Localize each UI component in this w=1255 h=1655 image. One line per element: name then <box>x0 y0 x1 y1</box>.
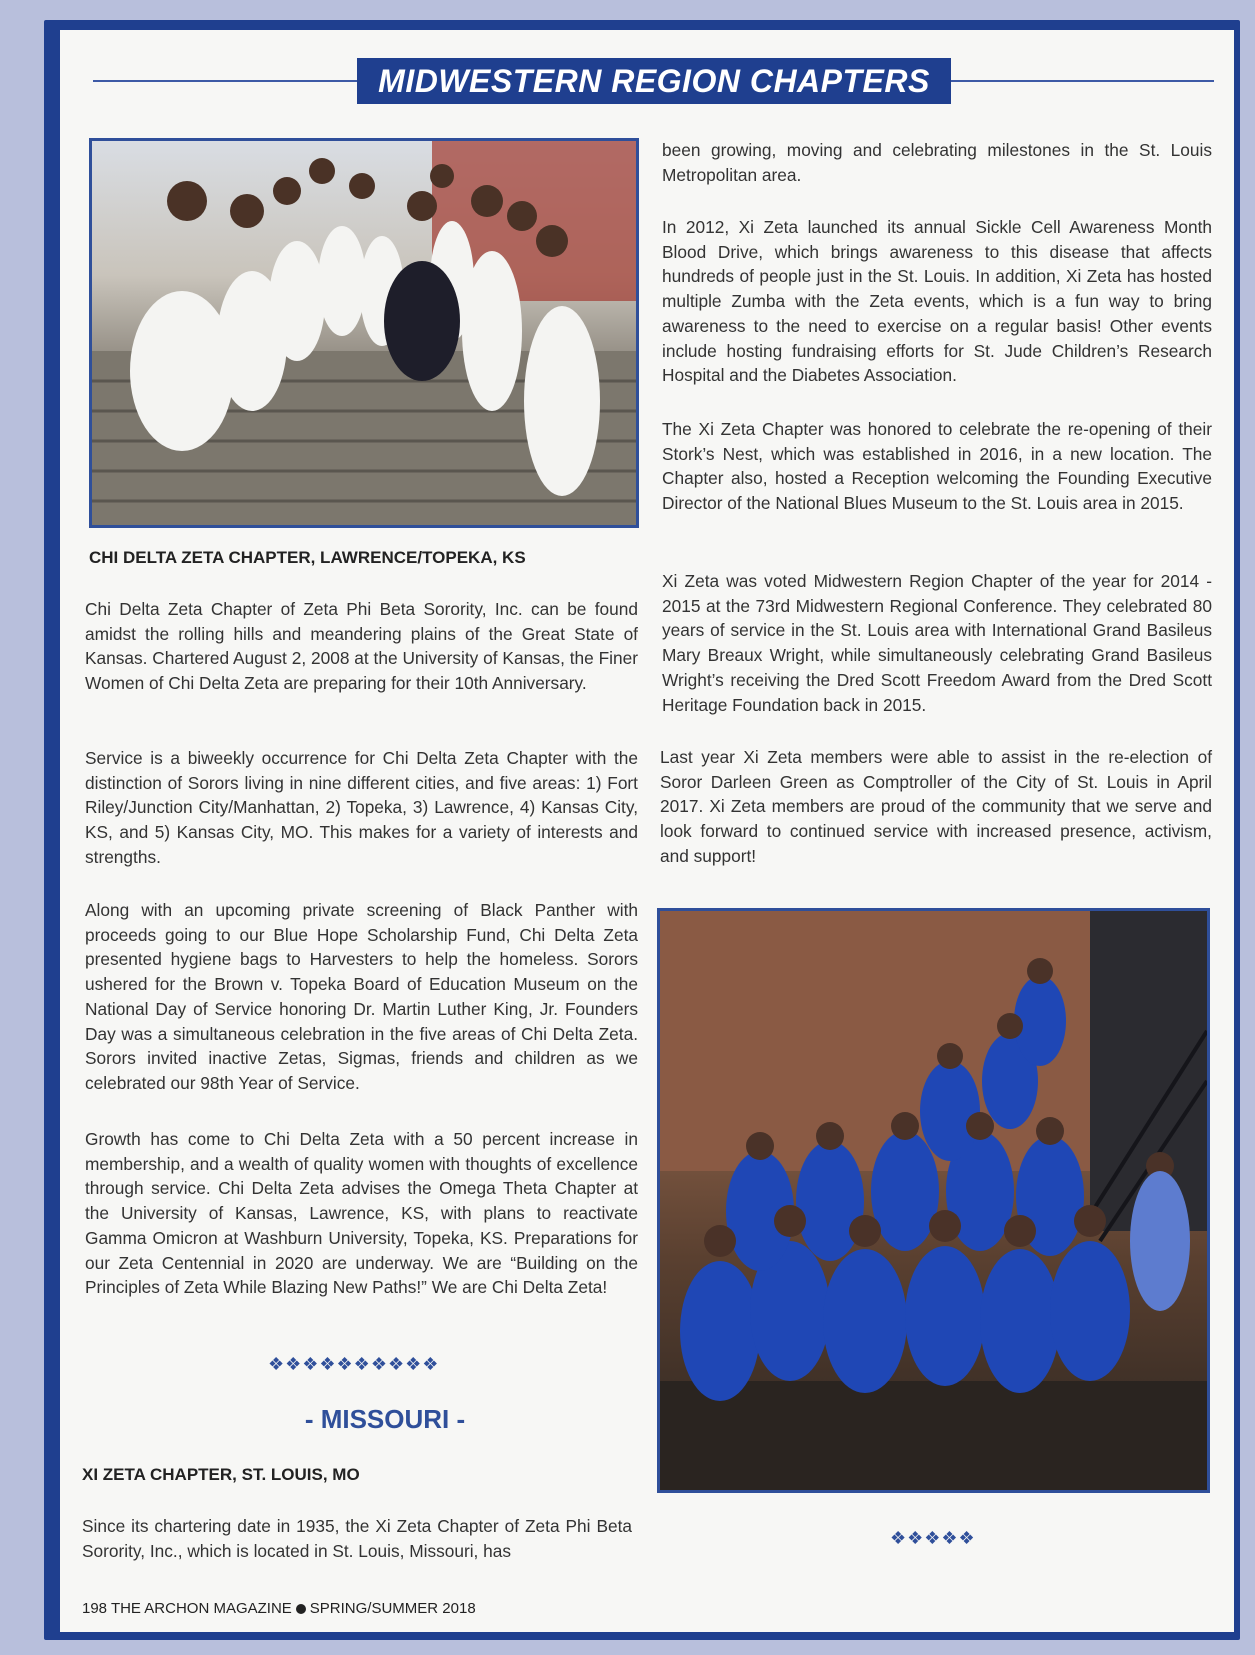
paragraph-xz-intro: Since its chartering date in 1935, the Xi Zeta Chapter of Zeta Phi Beta Sorority, Inc., which is located in St. Louis, Missouri, has <box>82 1516 632 1561</box>
section-heading-missouri: - MISSOURI - <box>304 1404 466 1434</box>
issue-name: SPRING/SUMMER 2018 <box>309 1600 476 1617</box>
paragraph-xz-election: Last year Xi Zeta members were able to assist in the re-election of Soror Darleen Green as Comptroller of the City of St. Louis in April 2017. Xi Zeta members are proud of the community that we serve and look forward to continued service with increased presence, activism, and support! <box>660 747 1212 866</box>
paragraph-cdz-events: Along with an upcoming private screening of Black Panther with proceeds going to our Blue Hope Scholarship Fund, Chi Delta Zeta presented hygiene bags to Harvesters to help the homeless. Sorors ushered for the Brown v. Topeka Board of Education Museum on the National Day of Service honoring Dr. Martin Luther King, Jr. Founders Day was a simultaneous celebration in the five areas of Chi Delta Zeta. Sorors invited inactive Zetas, Sigmas, friends and children as we celebrated our 98th Year of Service. <box>85 900 638 1093</box>
ornament-divider-right: ❖❖❖❖❖ <box>890 1528 976 1548</box>
paragraph-cdz-intro: Chi Delta Zeta Chapter of Zeta Phi Beta Sorority, Inc. can be found amidst the rolling hills and meandering plains of the Great State of Kansas. Chartered August 2, 2008 at the University of Kansas, the Finer Women of Chi Delta Zeta are preparing for their 10th Anniversary. <box>85 599 638 694</box>
paragraph-xz-growing: been growing, moving and celebrating milestones in the St. Louis Metropolitan area. <box>662 140 1212 185</box>
caption-chi-delta-zeta: CHI DELTA ZETA CHAPTER, LAWRENCE/TOPEKA, KS <box>89 548 526 567</box>
paragraph-cdz-growth: Growth has come to Chi Delta Zeta with a 50 percent increase in membership, and a wealth of quality women with thoughts of excellence through service. Chi Delta Zeta advises the Omega Theta Chapter at the University of Kansas, Lawrence, KS, with plans to reactivate Gamma Omicron at Washburn University, Topeka, KS. Preparations for our Zeta Centennial in 2020 are underway. We are “Building on the Principles of Zeta While Blazing New Paths!” We are Chi Delta Zeta! <box>85 1129 638 1298</box>
chapter-photo-chi-delta-zeta <box>89 138 639 528</box>
chapter-photo-xi-zeta <box>657 908 1210 1493</box>
magazine-name: THE ARCHON MAGAZINE <box>110 1600 292 1617</box>
ornament-divider: ❖❖❖❖❖❖❖❖❖❖ <box>268 1354 440 1374</box>
paragraph-xz-storks-nest: The Xi Zeta Chapter was honored to celebrate the re-opening of their Stork’s Nest, which was established in 2016, in a new location. The Chapter also, hosted a Reception welcoming the Founding Executive Director of the National Blues Museum to the St. Louis area in 2015. <box>662 419 1212 514</box>
caption-xi-zeta: XI ZETA CHAPTER, ST. LOUIS, MO <box>82 1465 360 1484</box>
paragraph-cdz-service: Service is a biweekly occurrence for Chi Delta Zeta Chapter with the distinction of Sorors living in nine different cities, and five areas: 1) Fort Riley/Junction City/Manhattan, 2) Topeka, 3) Lawrence, 4) Kansas City, KS, and 5) Kansas City, MO. This makes for a variety of interests and strengths. <box>85 748 638 867</box>
page-title: MIDWESTERN REGION CHAPTERS <box>357 58 951 104</box>
paragraph-xz-award: Xi Zeta was voted Midwestern Region Chapter of the year for 2014 - 2015 at the 73rd Midwestern Regional Conference. They celebrated 80 years of service in the St. Louis area with International Grand Basileus Mary Breaux Wright, while simultaneously celebrating Grand Basileus Wright’s receiving the Dred Scott Freedom Award from the Dred Scott Heritage Foundation back in 2015. <box>662 571 1212 715</box>
paragraph-xz-blood-drive: In 2012, Xi Zeta launched its annual Sickle Cell Awareness Month Blood Drive, which brings awareness to this disease that affects hundreds of people just in the St. Louis. In addition, Xi Zeta has hosted multiple Zumba with the Zeta events, which is a fun way to bring awareness to the need to exercise on a regular basis! Other events include hosting fundraising efforts for St. Jude Children’s Research Hospital and the Diabetes Association. <box>662 217 1212 386</box>
header-rule-right <box>950 80 1214 82</box>
page-number: 198 <box>82 1600 108 1617</box>
bullet-dot <box>296 1604 306 1614</box>
header-rule-left <box>93 80 363 82</box>
page-footer <box>82 1600 476 1617</box>
